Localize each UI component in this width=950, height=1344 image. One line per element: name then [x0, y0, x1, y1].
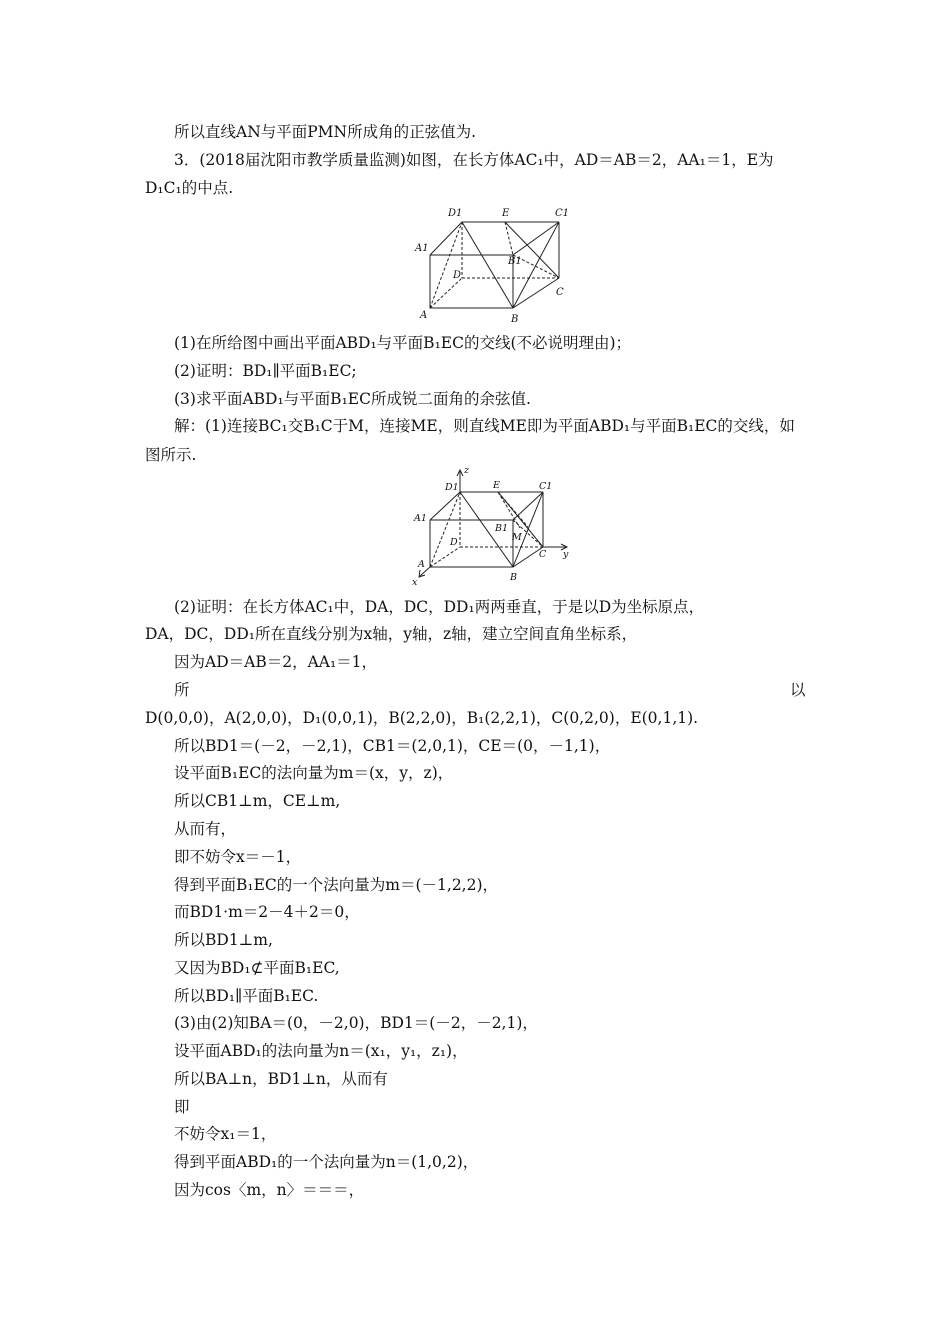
label-B: B [511, 314, 519, 325]
question-2: (2)证明：BD₁∥平面B₁EC; [174, 362, 357, 380]
text-line: 图所示. [145, 446, 197, 464]
text-line: 所以BD1⊥m, [174, 931, 273, 949]
label-C: C [556, 287, 564, 298]
question-1: (1)在所给图中画出平面ABD₁与平面B₁EC的交线(不必说明理由)； [174, 334, 632, 352]
text-line: 以 [790, 681, 806, 699]
label-A: A [420, 310, 428, 321]
text-line: D₁C₁的中点. [145, 179, 234, 197]
label-E: E [502, 208, 510, 219]
coordinate-cuboid-figure [408, 465, 588, 587]
label-D: D [453, 270, 462, 281]
label-B1: B1 [495, 523, 509, 534]
label-x-axis: x [412, 577, 418, 587]
text-line: 即不妨令x＝－1， [174, 848, 302, 866]
text-line: 不妨令x₁＝1， [174, 1125, 277, 1143]
text-line: 设平面ABD₁的法向量为n＝(x₁，y₁，z₁)， [174, 1042, 468, 1060]
solution-2: (2)证明：在长方体AC₁中，DA，DC，DD₁两两垂直，于是以D为坐标原点， [174, 598, 705, 616]
coordinates-line: D(0,0,0)，A(2,0,0)，D₁(0,0,1)，B(2,2,0)，B₁(2,2,1)，C(0,2,0)，E(0,1,1). [145, 709, 699, 727]
text-line: 所以BA⊥n，BD1⊥n，从而有 [174, 1070, 388, 1088]
text-line: 所以直线AN与平面PMN所成角的正弦值为. [174, 123, 477, 141]
label-z-axis: z [464, 465, 470, 476]
vectors-line: 所以BD1＝(－2，－2,1)，CB1＝(2,0,1)，CE＝(0，－1,1)， [174, 737, 611, 755]
text-line: 又因为BD₁⊄平面B₁EC, [174, 959, 340, 977]
label-E: E [493, 480, 500, 491]
label-D: D [450, 537, 458, 548]
text-line: 而BD1·m＝2－4＋2＝0， [174, 903, 360, 921]
problem-3-statement: 3．(2018届沈阳市教学质量监测)如图，在长方体AC₁中，AD＝AB＝2，AA₁＝1，E为 [174, 151, 774, 169]
label-A1: A1 [415, 243, 429, 254]
label-A1: A1 [414, 513, 427, 524]
text-line: 从而有， [174, 820, 237, 838]
text-line: 得到平面ABD₁的一个法向量为n＝(1,0,2)， [174, 1153, 479, 1171]
text-line: 设平面B₁EC的法向量为m＝(x，y，z)， [174, 764, 454, 782]
label-y-axis: y [563, 549, 569, 560]
solution-1: 解：(1)连接BC₁交B₁C于M，连接ME，则直线ME即为平面ABD₁与平面B₁EC的交线，如 [174, 417, 795, 435]
label-C1: C1 [539, 481, 553, 492]
label-A: A [418, 559, 425, 570]
text-line: 因为cos〈m，n〉＝＝＝， [174, 1181, 365, 1199]
label-C1: C1 [555, 208, 570, 219]
text-line: 所以BD₁∥平面B₁EC. [174, 987, 319, 1005]
text-line: 因为AD＝AB＝2，AA₁＝1， [174, 653, 378, 671]
label-B1: B1 [508, 256, 522, 267]
cuboid-figure [400, 200, 590, 328]
label-B: B [510, 572, 517, 583]
text-line: DA，DC，DD₁所在直线分别为x轴，y轴，z轴，建立空间直角坐标系， [145, 625, 638, 643]
text-line: 得到平面B₁EC的一个法向量为m＝(－1,2,2)， [174, 876, 499, 894]
front-face [430, 255, 513, 308]
question-3: (3)求平面ABD₁与平面B₁EC所成锐二面角的余弦值. [174, 390, 531, 408]
label-D1: D1 [448, 208, 463, 219]
label-M: M [512, 532, 522, 543]
label-C: C [539, 549, 547, 560]
text-line: 即 [174, 1098, 190, 1116]
text-line: 所以CB1⊥m，CE⊥m, [174, 792, 341, 810]
solution-3: (3)由(2)知BA＝(0，－2,0)，BD1＝(－2，－2,1)， [174, 1014, 538, 1032]
label-D1: D1 [445, 482, 459, 493]
text-line: 所 [174, 681, 190, 699]
